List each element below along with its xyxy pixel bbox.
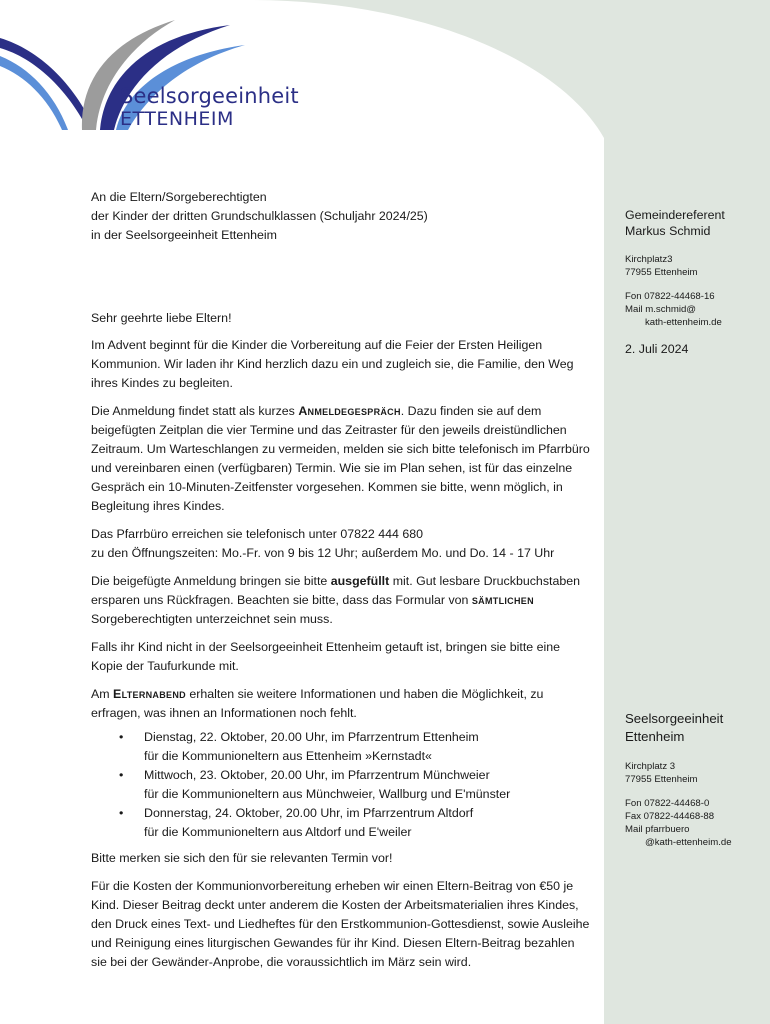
office-contact	[625, 797, 765, 849]
addressee-line: der Kinder der dritten Grundschulklassen (Schuljahr 2024/25)	[91, 209, 428, 223]
text-segment: mit. Gut lesbare Druckbuchstaben ersparen uns Rückfragen. Beachten sie bitte, dass das Formular von	[91, 574, 581, 607]
logo-line-2: ETTENHEIM	[120, 108, 234, 130]
sender-info	[625, 207, 765, 369]
office-fax: Fax 07822-44468-88	[625, 811, 715, 822]
event-audience: für die Kommunioneltern aus Ettenheim »Kernstadt«	[144, 749, 432, 763]
greeting	[91, 309, 591, 328]
office-phone: Fon 07822-44468-0	[625, 798, 710, 809]
office-info	[625, 710, 765, 860]
letter-body	[91, 336, 591, 981]
office-city: 77955 Ettenheim	[625, 774, 698, 785]
event-list	[91, 728, 591, 842]
addressee-line: An die Eltern/Sorgeberechtigten	[91, 190, 267, 204]
text-segment: Die Anmeldung findet statt als kurzes	[91, 404, 299, 418]
list-item	[144, 804, 591, 842]
event-audience: für die Kommunioneltern aus Münchweier, Wallburg und E'münster	[144, 787, 511, 801]
event-audience: für die Kommunioneltern aus Altdorf und E'weiler	[144, 825, 412, 839]
paragraph-fees: Für die Kosten der Kommunionvorbereitung erheben wir einen Eltern-Beitrag von €50 je Kind. Dieser Beitrag deckt unter anderem die Kosten der Arbeitsmaterialien ihres Kindes, den Druck eines Text- und Liedheftes für den Erstkommunion-Gottesdienst, sowie Ausleihe und Reinigung eines liturgischen Gewandes für ihr Kind. Diesen Eltern-Beitrag bezahlen sie bei der Gewänder-Anprobe, die voraussichtlich im März sein wird.	[91, 879, 590, 969]
sender-person: Markus Schmid	[625, 224, 711, 238]
office-address	[625, 760, 765, 786]
event-date: Mittwoch, 23. Oktober, 20.00 Uhr, im Pfarrzentrum Münchweier	[144, 768, 490, 782]
office-mail-domain: @kath-ettenheim.de	[645, 837, 732, 848]
sender-mail-domain: kath-ettenheim.de	[645, 317, 722, 328]
sender-mail: Mail m.schmid@	[625, 304, 697, 315]
emphasis-anmeldegespraech: Anmeldegespräch	[298, 404, 401, 418]
event-date: Donnerstag, 24. Oktober, 20.00 Uhr, im Pfarrzentrum Altdorf	[144, 806, 474, 820]
sender-street: Kirchplatz3	[625, 254, 673, 265]
text-segment: Die beigefügte Anmeldung bringen sie bitte	[91, 574, 331, 588]
sender-name	[625, 207, 765, 239]
emphasis-saemtlichen: sämtlichen	[471, 593, 534, 607]
office-hours-line: zu den Öffnungszeiten: Mo.-Fr. von 9 bis 12 Uhr; außerdem Mo. und Do. 14 - 17 Uhr	[91, 546, 555, 560]
office-street: Kirchplatz 3	[625, 761, 676, 772]
paragraph-form	[91, 572, 591, 629]
office-name-line2: Ettenheim	[625, 729, 685, 744]
office-mail: Mail pfarrbuero	[625, 824, 690, 835]
emphasis-ausgefuellt: ausgefüllt	[330, 574, 390, 588]
addressee-block	[91, 188, 591, 245]
letter-date: 2. Juli 2024	[625, 342, 689, 356]
logo-wordmark	[120, 84, 299, 130]
text-segment: . Dazu finden sie auf dem beigefügten Zeitplan die vier Termine und das Zeitraster für den jeweils dreistündlichen Zeitraum. Um Warteschlangen zu vermeiden, melden sie sich bitte telefonisch im Pfarrbüro und vereinbaren einen (verfügbaren) Termin. Wie sie im Plan sehen, ist für das einzelne Gespräch ein 10-Minuten-Zeitfenster vorgesehen. Kommen sie bitte, wenn möglich, in Begleitung ihres Kindes.	[91, 404, 590, 513]
office-name	[625, 710, 765, 746]
text-segment: Sorgeberechtigten unterzeichnet sein muss.	[91, 612, 333, 626]
list-item	[144, 728, 591, 766]
text-segment: Am	[91, 687, 114, 701]
office-name-line1: Seelsorgeeinheit	[625, 711, 724, 726]
paragraph-baptism: Falls ihr Kind nicht in der Seelsorgeeinheit Ettenheim getauft ist, bringen sie bitte eine Kopie der Taufurkunde mit.	[91, 640, 561, 673]
logo-line-1: Seelsorgeeinheit	[120, 84, 299, 108]
event-date: Dienstag, 22. Oktober, 20.00 Uhr, im Pfarrzentrum Ettenheim	[144, 730, 479, 744]
paragraph-parents-evening	[91, 685, 591, 723]
addressee-line: in der Seelsorgeeinheit Ettenheim	[91, 228, 277, 242]
sender-address	[625, 253, 765, 279]
office-phone-line: Das Pfarrbüro erreichen sie telefonisch unter 07822 444 680	[91, 527, 424, 541]
sender-phone: Fon 07822-44468-16	[625, 291, 715, 302]
paragraph-intro: Im Advent beginnt für die Kinder die Vorbereitung auf die Feier der Ersten Heiligen Kommunion. Wir laden ihr Kind herzlich dazu ein und zugleich sie, die Familie, den Weg ihres Kindes zu begleiten.	[91, 338, 574, 390]
sender-title: Gemeindereferent	[625, 208, 725, 222]
paragraph-registration	[91, 402, 591, 516]
sender-city: 77955 Ettenheim	[625, 267, 698, 278]
greeting-text: Sehr geehrte liebe Eltern!	[91, 311, 232, 325]
paragraph-reminder: Bitte merken sie sich den für sie relevanten Termin vor!	[91, 851, 393, 865]
sender-contact	[625, 290, 765, 329]
list-item	[144, 766, 591, 804]
text-segment: erhalten sie weitere Informationen und haben die Möglichkeit, zu erfragen, was ihnen an Informationen noch fehlt.	[91, 687, 544, 720]
emphasis-elternabend: Elternabend	[113, 687, 186, 701]
paragraph-office-hours	[91, 525, 591, 563]
